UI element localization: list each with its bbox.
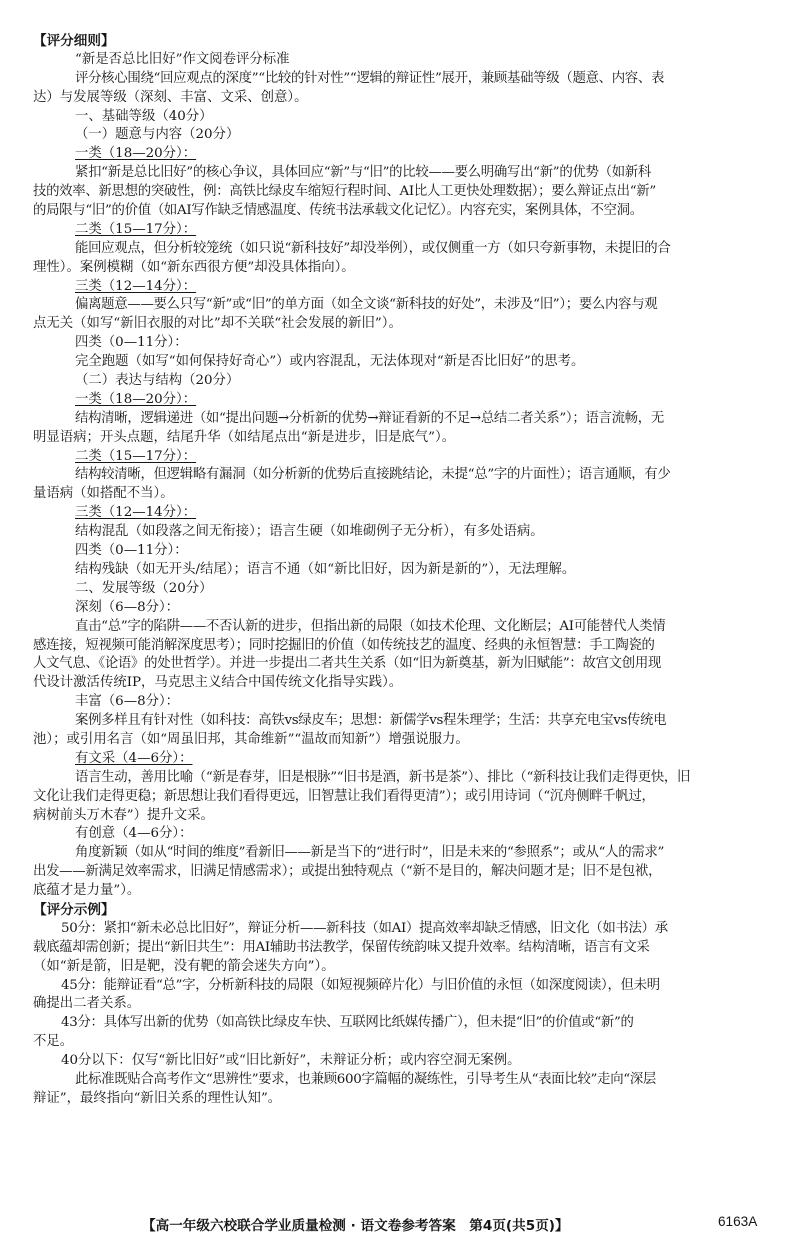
footer-title: 【高一年级六校联合学业质量检测 · 语文卷参考答案 第4页(共5页)】 xyxy=(142,1218,569,1234)
text-line: 感连接，短视频可能消解深度思考）；同时挖掘旧的价值（如传统技艺的温度、经典的永恒智慧：手工陶瓷的 xyxy=(33,637,655,653)
text-line: 病树前头万木春”）提升文采。 xyxy=(33,807,214,823)
text-line: 四类（0—11分）： xyxy=(75,543,188,559)
text-line: 案例多样且有针对性（如科技：高铁vs绿皮车；思想：新儒学vs程朱理学；生活：共享充电宝vs传统电 xyxy=(75,713,667,729)
text-line: 有创意（4—6分）： xyxy=(75,826,193,842)
text-line: 点无关（如写“新旧衣服的对比”却不关联“社会发展的新旧”）。 xyxy=(33,316,402,332)
page-footer xyxy=(0,1214,800,1236)
text-line: 三类（12—14分）： xyxy=(75,278,197,294)
text-line: 43分：具体写出新的优势（如高铁比绿皮车快、互联网比纸媒传播广），但未提“旧”的价值或“新”的 xyxy=(61,1015,634,1031)
text-line: 确提出二者关系。 xyxy=(33,996,141,1012)
text-line: 明显语病；开头点题，结尾升华（如结尾点出“新是进步，旧是底气”）。 xyxy=(33,429,456,445)
text-line: “新是否总比旧好”作文阅卷评分标准 xyxy=(75,51,290,67)
text-line: 深刻（6—8分）： xyxy=(75,599,180,615)
text-line: 池）；或引用名言（如“周虽旧邦，其命维新”“温故而知新”）增强说服力。 xyxy=(33,731,469,747)
text-line: 技的效率、新思想的突破性，例：高铁比绿皮车缩短行程时间、AI比人工更快处理数据）；要么辩证点出“新” xyxy=(33,184,656,200)
text-line: 结构较清晰，但逻辑略有漏洞（如分析新的优势后直接跳结论，未提“总”字的片面性）；语言通顺，有少 xyxy=(75,467,671,483)
text-line: （如“新是箭，旧是靶，没有靶的箭会迷失方向”）。 xyxy=(33,958,335,974)
text-line: 代设计激活传统IP，马克思主义结合中国传统文化指导实践）。 xyxy=(33,675,403,691)
text-line: 二类（15—17分）： xyxy=(75,221,197,237)
text-line: 紧扣“新是总比旧好”的核心争议，具体回应“新”与“旧”的比较——要么明确写出“新”的优势（如新科 xyxy=(75,165,651,181)
text-line: 不足。 xyxy=(33,1034,74,1050)
text-line: 能回应观点，但分析较笼统（如只说“新科技好”却没举例），或仅侧重一方（如只夸新事物，未提旧的合 xyxy=(75,240,671,256)
text-line: （一）题意与内容（20分） xyxy=(75,127,240,143)
text-line: 的局限与“旧”的价值（如AI写作缺乏情感温度、传统书法承载文化记忆）。内容充实，案例具体，不空洞。 xyxy=(33,203,643,219)
text-line: 40分以下：仅写“新比旧好”或“旧比新好”，未辩证分析；或内容空洞无案例。 xyxy=(61,1053,521,1069)
text-line: 角度新颖（如从“时间的维度”看新旧——新是当下的“进行时”，旧是未来的“参照系”；或从“人的需求” xyxy=(75,845,665,861)
text-line: 45分：能辩证看“总”字，分析新科技的局限（如短视频碎片化）与旧价值的永恒（如深度阅读），但未明 xyxy=(61,977,660,993)
text-line: 完全跑题（如写“如何保持好奇心”）或内容混乱，无法体现对“新是否比旧好”的思考。 xyxy=(75,354,585,370)
document-body xyxy=(33,32,779,1109)
text-line: 三类（12—14分）： xyxy=(75,505,197,521)
section-heading: 【评分细则】 xyxy=(33,33,115,49)
text-line: 丰富（6—8分）： xyxy=(75,694,180,710)
text-line: 四类（0—11分）： xyxy=(75,335,188,351)
text-line: 直击“总”字的陷阱——不否认新的进步，但指出新的局限（如技术伦理、文化断层；AI可能替代人类情 xyxy=(75,618,666,634)
section-heading: 【评分示例】 xyxy=(33,901,115,918)
text-line: 二类（15—17分）： xyxy=(75,448,197,464)
text-line: 结构残缺（如无开头/结尾）；语言不通（如“新比旧好，因为新是新的”），无法理解。 xyxy=(75,561,576,577)
text-line: 50分：紧扣“新未必总比旧好”，辩证分析——新科技（如AI）提高效率却缺乏情感，旧文化（如书法）承 xyxy=(61,920,668,936)
text-line: 语言生动，善用比喻（“新是春芽，旧是根脉”“旧书是酒，新书是茶”）、排比（“新科技让我们走得更快，旧 xyxy=(75,769,691,785)
text-line: 评分核心围绕“回应观点的深度”“比较的针对性”“逻辑的辩证性”展开，兼顾基础等级（题意、内容、表 xyxy=(75,70,665,86)
text-line: 出发——新满足效率需求，旧满足情感需求）；或提出独特观点（“新不是目的，解决问题才是；旧不是包袱， xyxy=(33,864,662,880)
document-code: 6163A xyxy=(718,1214,758,1229)
text-line: 一、基础等级（40分） xyxy=(75,108,213,124)
text-line: 一类（18—20分）： xyxy=(75,146,197,162)
text-line: 结构混乱（如段落之间无衔接）；语言生硬（如堆砌例子无分析），有多处语病。 xyxy=(75,524,544,540)
text-line: 此标准既贴合高考作文“思辨性”要求，也兼顾600字篇幅的凝练性，引导考生从“表面比较”走向“深层 xyxy=(75,1071,657,1087)
text-line: 载底蕴却需创新；提出“新旧共生”：用AI辅助书法教学，保留传统韵味又提升效率。结构清晰，语言有文采 xyxy=(33,939,650,955)
text-line: 文化让我们走得更稳；新思想让我们看得更远，旧智慧让我们看得更清”）；或引用诗词（“沉舟侧畔千帆过， xyxy=(33,788,655,804)
text-line: 一类（18—20分）： xyxy=(75,391,197,407)
text-line: 底蕴才是力量”）。 xyxy=(33,883,141,899)
text-line: 人文气息、《论语》的处世哲学）。并进一步提出二者共生关系（如“旧为新奠基，新为旧赋能”：故宫文创用现 xyxy=(33,656,662,672)
text-line: 达）与发展等级（深刻、丰富、文采、创意）。 xyxy=(33,89,308,105)
text-line: （二）表达与结构（20分） xyxy=(75,373,240,389)
text-line: 二、发展等级（20分） xyxy=(75,580,213,596)
text-line: 有文采（4—6分）： xyxy=(75,750,193,766)
text-line: 辩证”，最终指向“新旧关系的理性认知”。 xyxy=(33,1090,282,1106)
text-line: 理性）。案例模糊（如“新东西很方便”却没具体指向）。 xyxy=(33,259,355,275)
text-line: 结构清晰，逻辑递进（如“提出问题→分析新的优势→辩证看新的不足→总结二者关系”）；语言流畅，无 xyxy=(75,410,664,426)
text-line: 量语病（如搭配不当）。 xyxy=(33,486,174,502)
text-line: 偏离题意——要么只写“新”或“旧”的单方面（如全文谈“新科技的好处”，未涉及“旧”）；要么内容与观 xyxy=(75,297,658,313)
